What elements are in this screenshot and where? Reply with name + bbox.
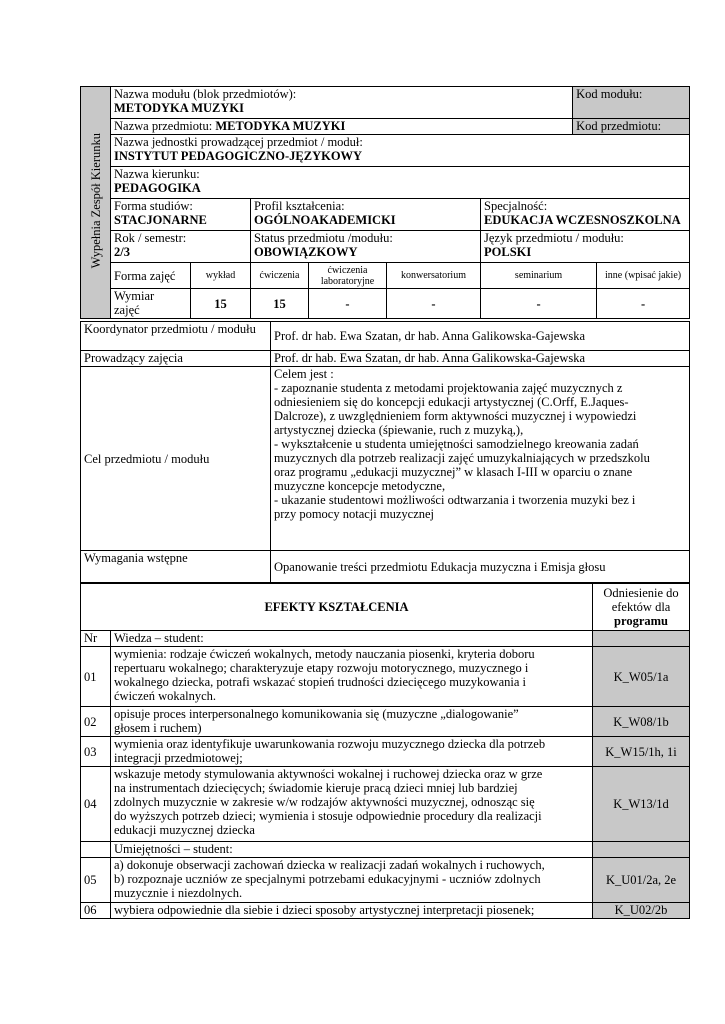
outcome-nr: 04 <box>84 797 97 811</box>
skills-header-cell <box>111 842 593 858</box>
class-type-label: konwersatorium <box>401 270 466 281</box>
class-form-label-cell <box>111 263 191 289</box>
outcome-line: repertuaru wokalnego; charakteryzuje etapy rozwoju motorycznego, muzycznego i <box>114 661 529 675</box>
course-info-table <box>80 321 690 583</box>
coordinator-label: Koordynator przedmiotu / modułu <box>84 322 256 336</box>
outcome-nr-cell <box>81 767 111 842</box>
table-row <box>81 737 690 767</box>
language-value: POLSKI <box>484 245 532 259</box>
outcome-nr: 05 <box>84 873 97 887</box>
outcome-nr: 02 <box>84 714 97 729</box>
outcome-ref: K_U01/2a, 2e <box>605 873 677 887</box>
instructor-value: Prof. dr hab. Ewa Szatan, dr hab. Anna Galikowska-Gajewska <box>274 351 586 365</box>
module-code-label: Kod modułu: <box>576 87 643 101</box>
outcome-line: opisuje proces interpersonalnego komunikowania się (muzyczne „dialogowanie” <box>114 707 519 721</box>
outcome-nr-cell <box>81 707 111 737</box>
outcome-text-cell <box>111 767 593 842</box>
subject-name-value: METODYKA MUZYKI <box>215 119 346 133</box>
outcome-text-cell <box>111 737 593 767</box>
outcome-ref-cell <box>593 647 690 707</box>
table-row <box>81 647 690 707</box>
goal-line: - zapoznanie studenta z metodami projektowania zajęć muzycznych z <box>274 381 623 395</box>
goal-line: przy pomocy notacji muzycznej <box>274 507 435 521</box>
side-label: Wypełnia Zespół Kierunku <box>88 133 103 269</box>
goal-line: - ukazanie studentowi możliwości odtwarzania i tworzenia muzyki bez i <box>274 493 636 507</box>
nr-header: Nr <box>84 631 98 645</box>
ref-header-line: programu <box>614 614 668 628</box>
class-type-cell <box>597 263 690 289</box>
goal-line: muzyczne koncepcje metodyczne, <box>274 479 446 493</box>
outcome-line: na instrumentach dziecięcych; świadomie kieruje pracą dzieci mniej lub bardziej <box>114 781 518 795</box>
outcome-nr: 01 <box>84 669 97 684</box>
table-row <box>81 903 690 919</box>
class-hours-value: - <box>431 296 436 311</box>
outcome-ref-cell <box>593 737 690 767</box>
class-hours-value: 15 <box>214 296 227 311</box>
class-hours-cell <box>309 289 387 319</box>
outcome-line: muzycznie i niezdolnych. <box>114 886 243 900</box>
outcome-nr-cell <box>81 647 111 707</box>
outcome-line: edukacji muzycznej dziecka <box>114 823 255 837</box>
study-form-cell <box>111 199 251 231</box>
class-type-label: ćwiczenia <box>259 270 300 281</box>
profile-cell <box>251 199 481 231</box>
outcome-ref-cell <box>593 707 690 737</box>
class-type-cell <box>191 263 251 289</box>
class-hours-value: 15 <box>273 296 286 311</box>
table-row <box>81 767 690 842</box>
subject-code-cell <box>573 119 690 135</box>
goal-line: artystycznej dziecka (śpiewanie, ruch z muzyką,), <box>274 423 524 437</box>
outcome-line: a) dokonuje obserwacji zachowań dziecka w realizacji zadań wokalnych i ruchowych, <box>114 858 545 872</box>
knowledge-header: Wiedza – student: <box>114 631 204 645</box>
goal-line: Celem jest : <box>274 367 334 381</box>
module-code-cell <box>573 87 690 119</box>
class-hours-label: zajęć <box>114 303 140 317</box>
outcome-line: ćwiczeń wokalnych. <box>114 689 217 703</box>
class-type-cell <box>309 263 387 289</box>
field-cell <box>111 167 690 199</box>
knowledge-header-cell <box>111 631 593 647</box>
outcome-ref: K_U02/2b <box>614 903 668 917</box>
coordinator-label-cell <box>81 322 271 351</box>
outcome-text-cell <box>111 903 593 919</box>
unit-value: INSTYTUT PEDAGOGICZNO-JĘZYKOWY <box>114 149 363 163</box>
status-cell <box>251 231 481 263</box>
outcome-text-cell <box>111 858 593 903</box>
outcome-ref-cell <box>593 903 690 919</box>
outcome-ref: K_W13/1d <box>613 797 669 811</box>
outcome-nr-cell <box>81 737 111 767</box>
instructor-label-cell <box>81 351 271 367</box>
prerequisites-value-cell <box>271 551 690 583</box>
instructor-value-cell <box>271 351 690 367</box>
module-header-table <box>80 86 690 319</box>
language-label: Język przedmiotu / modułu: <box>484 231 624 245</box>
outcome-ref-cell <box>593 858 690 903</box>
class-hours-cell <box>597 289 690 319</box>
class-type-cell <box>387 263 481 289</box>
class-type-label: wykład <box>205 270 236 281</box>
goal-line: muzycznych dla potrzeb realizacji zajęć umuzykalniających w przedszkolu <box>274 451 650 465</box>
prerequisites-value: Opanowanie treści przedmiotu Edukacja muzyczna i Emisja głosu <box>274 559 606 574</box>
module-name-value: METODYKA MUZYKI <box>114 101 244 115</box>
ref-header-line: Odniesienie do <box>603 586 679 600</box>
outcome-line: zdolnych muzycznie w zakresie w/w rodzajów aktywności muzycznej, odnosząc się <box>114 795 535 809</box>
profile-label: Profil kształcenia: <box>254 199 345 213</box>
year-cell <box>111 231 251 263</box>
subject-name-cell <box>111 119 573 135</box>
coordinator-value: Prof. dr hab. Ewa Szatan, dr hab. Anna Galikowska-Gajewska <box>274 329 586 343</box>
ref-header-line: efektów dla <box>611 600 671 614</box>
class-hours-value: - <box>345 296 350 311</box>
outcome-ref: K_W05/1a <box>613 669 669 684</box>
instructor-label: Prowadzący zajęcia <box>84 351 183 365</box>
status-label: Status przedmiotu /modułu: <box>254 231 393 245</box>
outcome-line: wskazuje metody stymulowania aktywności wokalnej i ruchowej dziecka oraz w grze <box>114 767 543 781</box>
outcome-ref-cell <box>593 767 690 842</box>
class-hours-cell <box>191 289 251 319</box>
outcome-text-cell <box>111 647 593 707</box>
skills-header: Umiejętności – student: <box>114 842 233 856</box>
outcomes-title-cell <box>81 584 593 631</box>
outcomes-table <box>80 583 690 919</box>
field-label: Nazwa kierunku: <box>114 167 200 181</box>
class-type-cell <box>481 263 597 289</box>
class-hours-cell <box>481 289 597 319</box>
outcome-nr-cell <box>81 858 111 903</box>
side-label-cell <box>81 87 111 319</box>
class-hours-value: - <box>640 296 646 311</box>
field-value: PEDAGOGIKA <box>114 181 201 195</box>
goal-text-cell <box>271 367 690 551</box>
class-type-cell <box>251 263 309 289</box>
table-row <box>81 858 690 903</box>
goal-line: Dalcroze), z uwzględnieniem form aktywności muzycznej i wypowiedzi <box>274 409 637 423</box>
specialty-label: Specjalność: <box>484 199 548 213</box>
unit-cell <box>111 135 690 167</box>
prerequisites-label-cell <box>81 551 271 583</box>
outcome-line: wymienia oraz identyfikuje uwarunkowania rozwoju muzycznego dziecka dla potrzeb <box>114 737 546 751</box>
nr-header-cell <box>81 631 111 647</box>
specialty-cell <box>481 199 690 231</box>
outcome-line: integracji przedmiotowej; <box>114 751 243 765</box>
outcome-line: b) rozpoznaje uczniów ze specjalnymi potrzebami edukacyjnymi - uczniów zdolnych <box>114 872 541 886</box>
class-hours-cell <box>251 289 309 319</box>
prerequisites-label: Wymagania wstępne <box>84 551 188 565</box>
subject-name-label: Nazwa przedmiotu: <box>114 119 216 133</box>
profile-value: OGÓLNOAKADEMICKI <box>254 213 396 227</box>
outcome-nr: 03 <box>84 744 97 759</box>
outcome-ref: K_W15/1h, 1i <box>605 744 677 759</box>
study-form-label: Forma studiów: <box>114 199 193 213</box>
goal-label-cell <box>81 367 271 551</box>
specialty-value: EDUKACJA WCZESNOSZKOLNA <box>484 213 681 227</box>
outcome-nr-cell <box>81 903 111 919</box>
outcome-nr: 06 <box>84 903 97 917</box>
class-form-label: Forma zajęć <box>114 268 176 283</box>
goal-line: oraz programu „edukacji muzycznej” w klasach I-III w oparciu o znane <box>274 465 633 479</box>
goal-line: - wykształcenie u studenta umiejętności samodzielnego kreowania zadań <box>274 437 639 451</box>
year-value: 2/3 <box>114 245 130 259</box>
outcome-line: wybiera odpowiednie dla siebie i dzieci sposoby artystycznej interpretacji piosenek; <box>114 903 535 917</box>
subject-code-label: Kod przedmiotu: <box>576 119 662 133</box>
goal-line: odniesieniem się do koncepcji edukacji artystycznej (C.Orff, E.Jaques- <box>274 395 629 409</box>
table-row <box>81 707 690 737</box>
language-cell <box>481 231 690 263</box>
study-form-value: STACJONARNE <box>114 213 207 227</box>
outcome-line: do wyższych potrzeb dzieci; wymienia i stosuje odpowiednie procedury dla realizacji <box>114 809 542 823</box>
module-name-cell <box>111 87 573 119</box>
outcome-line: wymienia: rodzaje ćwiczeń wokalnych, metody nauczania piosenki, kryteria doboru <box>114 647 535 661</box>
status-value: OBOWIĄZKOWY <box>254 245 358 259</box>
outcome-line: wokalnego dziecka, potrafi wskazać stopień trudności dziecięcego muzykowania i <box>114 675 526 689</box>
knowledge-header-ref-cell <box>593 631 690 647</box>
class-type-label: seminarium <box>514 270 563 281</box>
class-type-label: ćwiczenia laboratoryjne <box>320 264 375 287</box>
module-name-label: Nazwa modułu (blok przedmiotów): <box>114 87 297 101</box>
year-label: Rok / semestr: <box>114 231 187 245</box>
outcome-text-cell <box>111 707 593 737</box>
skills-header-ref-cell <box>593 842 690 858</box>
outcome-line: głosem i ruchem) <box>114 721 202 735</box>
class-hours-label: Wymiar <box>114 289 155 303</box>
goal-label: Cel przedmiotu / modułu <box>84 451 210 466</box>
unit-label: Nazwa jednostki prowadzącej przedmiot / moduł: <box>114 135 363 149</box>
outcome-ref: K_W08/1b <box>613 714 669 729</box>
class-hours-cell <box>387 289 481 319</box>
class-type-label: inne (wpisać jakie) <box>605 270 682 281</box>
skills-header-nr-cell <box>81 842 111 858</box>
class-hours-value: - <box>536 296 541 311</box>
outcomes-title: EFEKTY KSZTAŁCENIA <box>264 600 409 614</box>
coordinator-value-cell <box>271 322 690 351</box>
class-hours-label-cell <box>111 289 191 319</box>
outcomes-ref-header-cell <box>593 584 690 631</box>
